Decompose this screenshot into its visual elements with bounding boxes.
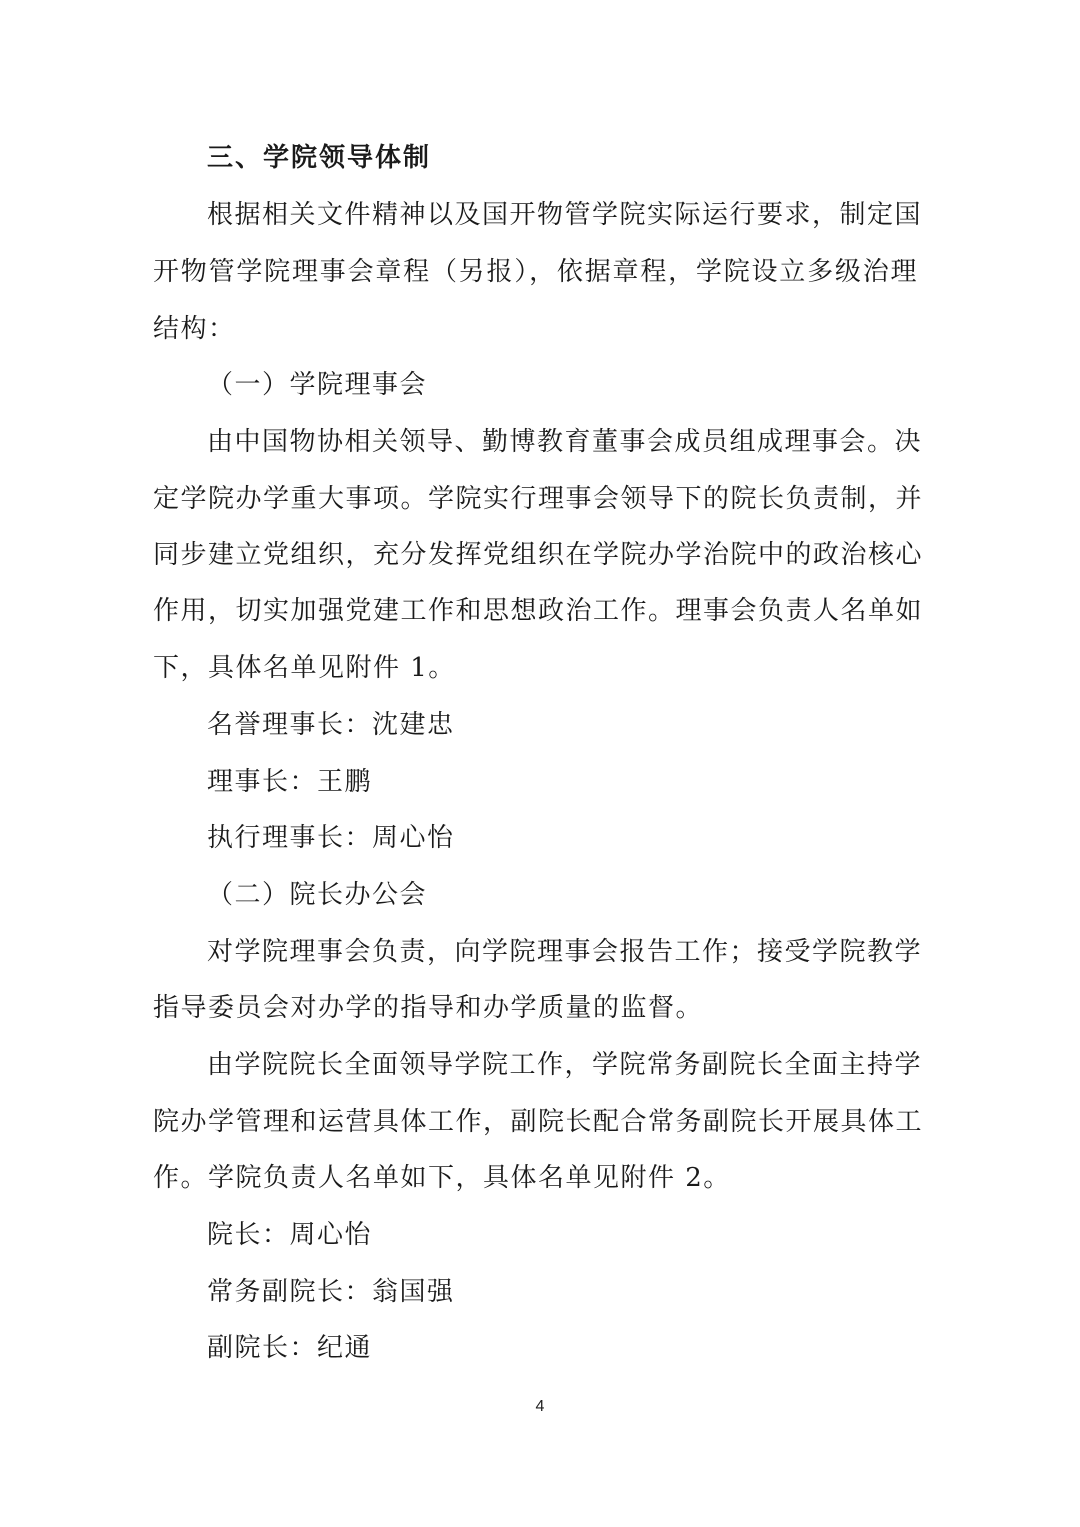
office-paragraph2-line-1: 由学院院长全面领导学院工作，学院常务副院长全面主持学: [207, 1050, 923, 1080]
council-title: （一）学院理事会: [207, 370, 428, 400]
office-title: （二）院长办公会: [207, 880, 428, 910]
section-heading: 三、学院领导体制: [207, 143, 432, 173]
intro-line-2: 开物管学院理事会章程（另报），依据章程，学院设立多级治理: [153, 257, 918, 287]
council-member-honorary-chair: 名誉理事长：沈建忠: [207, 710, 455, 740]
office-paragraph2-line-2: 院办学管理和运营具体工作，副院长配合常务副院长开展具体工: [153, 1107, 924, 1137]
office-paragraph1-line-1: 对学院理事会负责，向学院理事会报告工作；接受学院教学: [207, 937, 923, 967]
council-paragraph-line-2: 定学院办学重大事项。学院实行理事会领导下的院长负责制，并: [153, 484, 924, 514]
council-paragraph-line-3: 同步建立党组织，充分发挥党组织在学院办学治院中的政治核心: [153, 540, 924, 570]
council-paragraph-line-1: 由中国物协相关领导、勤博教育董事会成员组成理事会。决: [207, 427, 923, 457]
intro-line-1: 根据相关文件精神以及国开物管学院实际运行要求，制定国: [207, 200, 923, 230]
council-member-chair: 理事长：王鹏: [207, 767, 373, 797]
office-member-vice-president: 副院长：纪通: [207, 1333, 373, 1363]
office-paragraph1-line-2: 指导委员会对办学的指导和办学质量的监督。: [153, 993, 704, 1023]
office-member-president: 院长：周心怡: [207, 1220, 373, 1250]
intro-line-3: 结构：: [153, 314, 236, 344]
office-member-executive-vice-president: 常务副院长：翁国强: [207, 1277, 455, 1307]
office-paragraph2-line-3: 作。学院负责人名单如下，具体名单见附件 2。: [153, 1163, 731, 1193]
council-member-executive-chair: 执行理事长：周心怡: [207, 823, 455, 853]
council-paragraph-line-4: 作用，切实加强党建工作和思想政治工作。理事会负责人名单如: [153, 596, 924, 626]
council-paragraph-line-5: 下，具体名单见附件 1。: [153, 653, 456, 683]
page-number: 4: [535, 1398, 545, 1415]
